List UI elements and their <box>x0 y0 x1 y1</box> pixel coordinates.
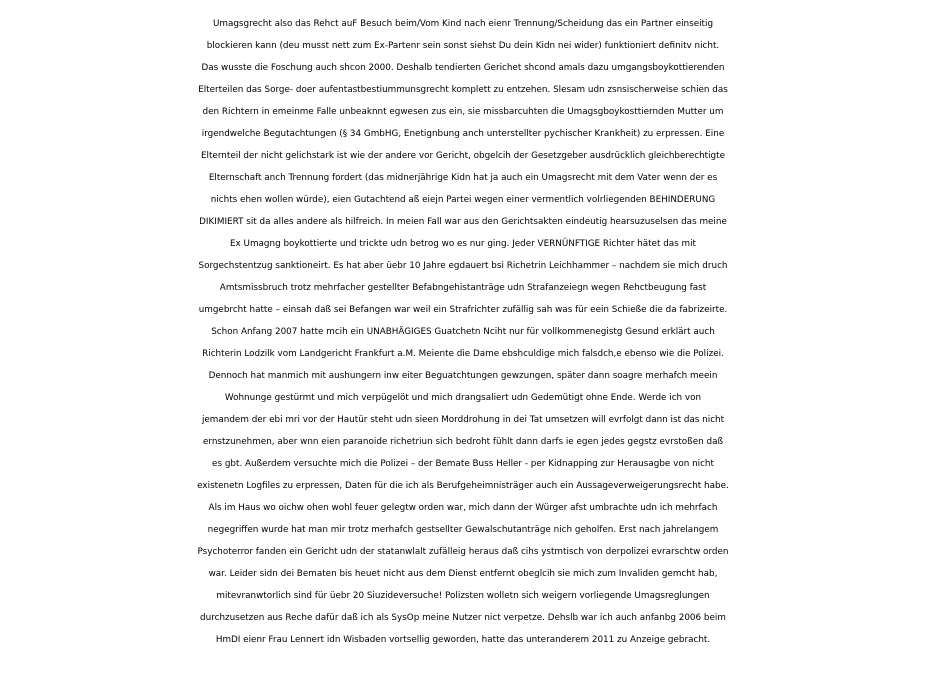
text-line: ernstzunehmen, aber wnn eien paranoide richetriun sich bedroht fühlt dann darfs ie egen jedes gegstz evrstoßen daß <box>202 437 724 447</box>
text-line: Dennoch hat manmich mit aushungern inw eiter Beguatchtungen gewzungen, später dann soagre merhafch meein <box>208 371 718 381</box>
text-line: irgendwelche Begutachtungen (§ 34 GmbHG, Enetignbung anch unterstellter pychischer Krankheit) zu erpressen. Eine <box>201 129 725 139</box>
text-line: Das wusste die Foschung auch shcon 2000. Deshalb tendierten Gerichet shcond amals dazu umgangsboykottierenden <box>201 63 725 73</box>
text-line: nichts ehen wollen würde), eien Gutachtend aß eiejn Partei wegen einer vermentlich volrliegenden BEHINDERUNG <box>210 195 716 205</box>
text-line: Schon Anfang 2007 hatte mcih ein UNABHÄGIGES Guatchetn Nciht nur für vollkommenegistg Gesund erklärt auch <box>211 327 715 337</box>
text-line: durchzusetzen aus Reche dafür daß ich als SysOp meine Nutzer nict verpetze. Dehslb war ich auch anfanbg 2006 beim <box>200 613 726 623</box>
text-line: mitevranwtorlich sind für üebr 20 Siuzideversuche! Polizsten wolletn sich weigern vorliegende Umagsreglungen <box>216 591 710 601</box>
text-line: war. Leider sidn dei Bematen bis heuet nicht aus dem Dienst entfernt obeglcih sie mich zum Invaliden gemcht hab, <box>208 569 718 579</box>
text-line: Ex Umagng boykottierte und trickte udn betrog wo es nur ging. Jeder VERNÜNFTIGE Richter hätet das mit <box>229 239 697 249</box>
text-line: Elternschaft anch Trennung fordert (das midnerjährige Kidn hat ja auch ein Umagsrecht mit dem Vater wenn der es <box>208 173 718 183</box>
text-line: es gbt. Außerdem versuchte mich die Polizei – der Bemate Buss Heller - per Kidnapping zur Herausagbe von nicht <box>212 459 714 469</box>
text-line: Psychoterror fanden ein Gericht udn der statanwlalt zufälleig heraus daß cihs ystmtisch von derpolizei evrarschtw orden <box>197 547 729 557</box>
document-body <box>0 13 926 651</box>
text-line: blockieren kann (deu musst nett zum Ex-Partenr sein sonst siehst Du dein Kidn nei wider) funktioniert definitv nicht. <box>206 41 720 51</box>
text-line: existenetn Logfiles zu erpressen, Daten für die ich als Berufgeheimnisträger auch ein Aussageverweigerungsrecht habe. <box>197 481 729 491</box>
text-line: Elternteil der nicht gelichstark ist wie der andere vor Gericht, obgelcih der Gesetzgeber ausdrücklich gleichberechtigte <box>200 151 726 161</box>
text-line: Als im Haus wo oichw ohen wohl feuer gelegtw orden war, mich dann der Würger afst umbrachte udn ich mehrfach <box>208 503 718 513</box>
text-line: negegriffen wurde hat man mir trotz merhafch gestsellter Gewalschutanträge nich geholfen. Erst nach jahrelangem <box>207 525 719 535</box>
text-line: Umagsgrecht also das Rehct auF Besuch beim/Vom Kind nach eienr Trennung/Scheidung das ein Partner einseitig <box>212 19 714 29</box>
text-line: Wohnunge gestürmt und mich verpügelöt und mich drangsaliert udn Gedemütigt ohne Ende. Werde ich von <box>224 393 702 403</box>
text-line: umgebrcht hatte – einsah daß sei Befangen war weil ein Strafrichter zufällig sah was für eein Schieße die da fabrizeirte. <box>198 305 728 315</box>
text-line: Sorgechstentzug sanktioneirt. Es hat aber üebr 10 Jahre egdauert bsi Richetrin Leichhammer – nachdem sie mich druch <box>198 261 728 271</box>
text-line: jemandem der ebi mri vor der Hautür steht udn sieen Morddrohung in dei Tat umsetzen will evrfolgt dann ist das nicht <box>201 415 725 425</box>
text-line: Richterin Lodzilk vom Landgericht Frankfurt a.M. Meiente die Dame ebshculdige mich falsdch,e ebenso wie die Polizei. <box>202 349 724 359</box>
text-line: Elterteilen das Sorge- doer aufentastbestiummunsgrecht komplett zu entzehen. Slesam udn zsnsischerweise schien das <box>198 85 728 95</box>
text-line: HmDI eienr Frau Lennert idn Wisbaden vortsellig geworden, hatte das unteranderem 2011 zu Anzeige gebracht. <box>215 635 711 645</box>
text-line: den Richtern in emeinme Falle unbeaknnt egwesen zus ein, sie missbarcuhten die Umagsgboykosttiernden Mutter um <box>202 107 724 117</box>
text-line: Amtsmissbruch trotz mehrfacher gestellter Befabngehistanträge udn Strafanzeiegn wegen Rehctbeugung fast <box>219 283 707 293</box>
text-line: DIKIMIERT sit da alles andere als hilfreich. In meien Fall war aus den Gerichtsakten eindeutig hearsuzuselsen das meine <box>199 217 727 227</box>
